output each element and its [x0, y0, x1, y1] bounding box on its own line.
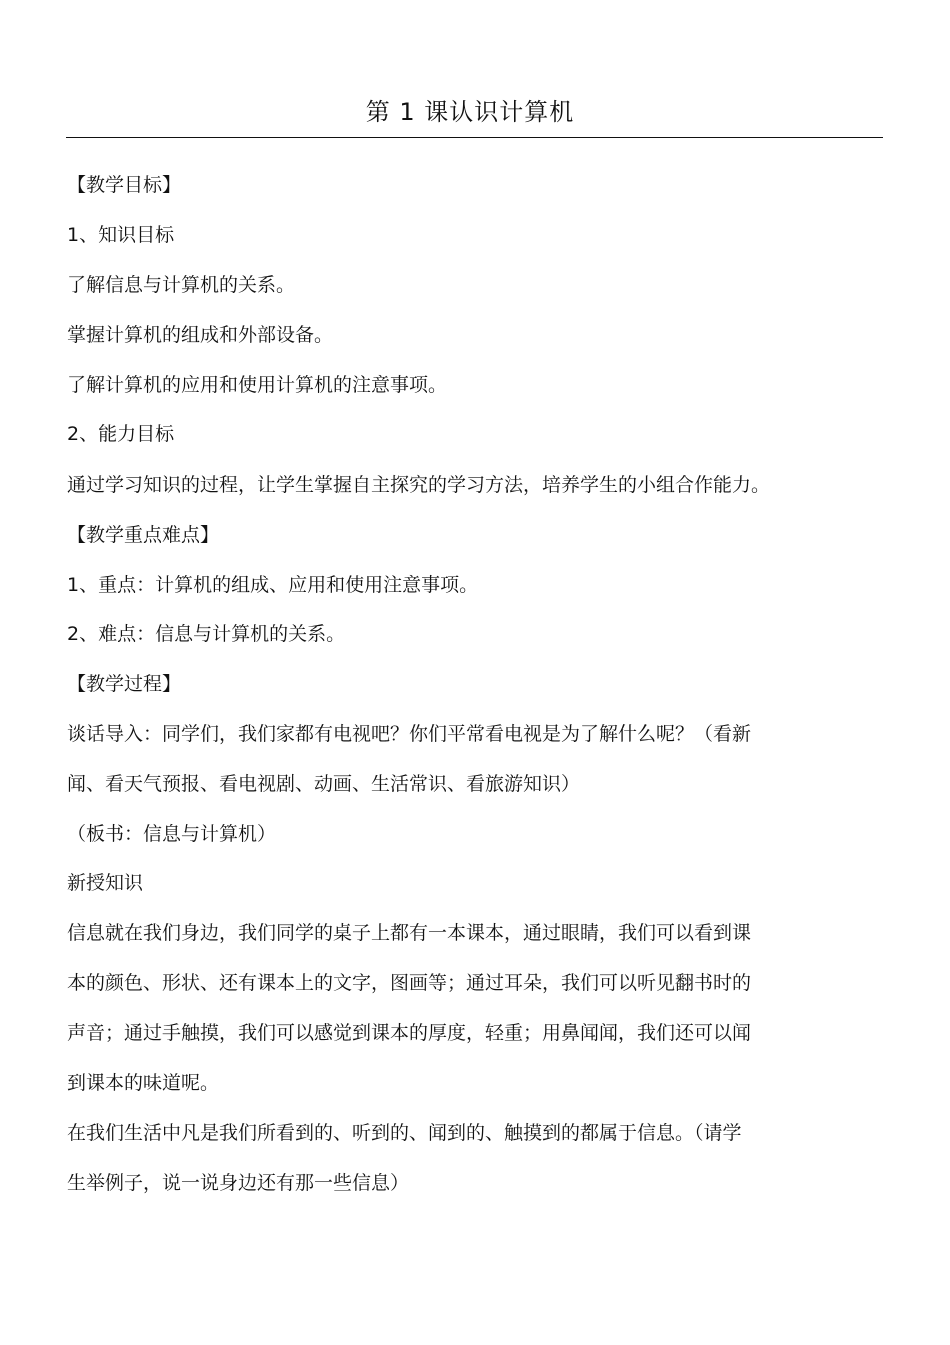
paragraph-line: 信息就在我们身边，我们同学的桌子上都有一本课本，通过眼睛，我们可以看到课 — [67, 922, 752, 944]
title-divider — [66, 137, 883, 138]
paragraph-line: 生举例子，说一说身边还有那一些信息） — [67, 1172, 410, 1194]
section-heading-process: 【教学过程】 — [67, 673, 182, 695]
section-heading-key-points: 【教学重点难点】 — [67, 524, 220, 546]
paragraph-line: 闻、看天气预报、看电视剧、动画、生活常识、看旅游知识） — [67, 773, 581, 795]
paragraph-line: 了解信息与计算机的关系。 — [67, 274, 296, 296]
paragraph-line: 2、难点：信息与计算机的关系。 — [67, 623, 346, 645]
subheading-ability-goals: 2、能力目标 — [67, 423, 175, 445]
paragraph-line: 通过学习知识的过程，让学生掌握自主探究的学习方法，培养学生的小组合作能力。 — [67, 474, 771, 496]
paragraph-line: 谈话导入：同学们，我们家都有电视吧？你们平常看电视是为了解什么呢？（看新 — [67, 723, 752, 745]
subheading-knowledge-goals: 1、知识目标 — [67, 224, 175, 246]
section-heading-objectives: 【教学目标】 — [67, 174, 182, 196]
paragraph-line: 声音；通过手触摸，我们可以感觉到课本的厚度，轻重；用鼻闻闻，我们还可以闻 — [67, 1022, 752, 1044]
paragraph-line: 掌握计算机的组成和外部设备。 — [67, 324, 334, 346]
paragraph-line: （板书：信息与计算机） — [67, 823, 277, 845]
paragraph-line: 到课本的味道呢。 — [67, 1072, 220, 1094]
paragraph-line: 在我们生活中凡是我们所看到的、听到的、闻到的、触摸到的都属于信息。（请学 — [67, 1122, 742, 1144]
page-title: 第 1 课认识计算机 — [365, 98, 575, 126]
subheading-new-knowledge: 新授知识 — [67, 872, 144, 894]
paragraph-line: 本的颜色、形状、还有课本上的文字，图画等；通过耳朵，我们可以听见翻书时的 — [67, 972, 752, 994]
paragraph-line: 了解计算机的应用和使用计算机的注意事项。 — [67, 374, 448, 396]
paragraph-line: 1、重点：计算机的组成、应用和使用注意事项。 — [67, 574, 479, 596]
